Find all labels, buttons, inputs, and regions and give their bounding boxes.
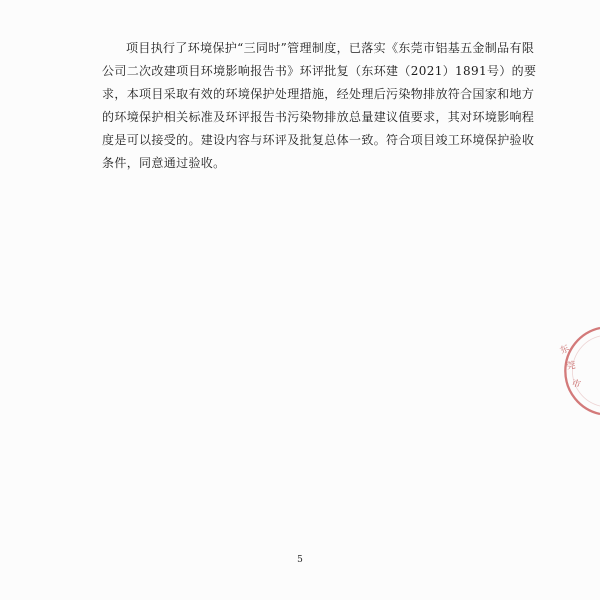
acceptance-conclusion-paragraph (102, 37, 544, 175)
paragraph-line-3: 求，本项目采取有效的环境保护处理措施，经处理后污染物排放符合国家和地方 (102, 87, 535, 101)
paragraph-line-6: 条件，同意通过验收。 (102, 156, 226, 170)
partial-red-seal-icon (548, 320, 600, 422)
svg-text:市: 市 (570, 378, 582, 391)
svg-text:东: 东 (558, 343, 572, 357)
page-number: 5 (297, 555, 303, 565)
paragraph-line-5: 度是可以接受的。建设内容与环评及批复总体一致。符合项目竣工环境保护验收 (102, 133, 535, 147)
paragraph-line-1: 项目执行了环境保护“三同时”管理制度，已落实《东莞市铝基五金制品有限 (126, 41, 535, 55)
svg-text:莞: 莞 (566, 360, 577, 372)
paragraph-line-4: 的环境保护相关标准及环评报告书污染物排放总量建议值要求，其对环境影响程 (102, 110, 535, 124)
paragraph-line-2: 公司二次改建项目环境影响报告书》环评批复（东环建（2021）1891号）的要 (102, 64, 537, 78)
